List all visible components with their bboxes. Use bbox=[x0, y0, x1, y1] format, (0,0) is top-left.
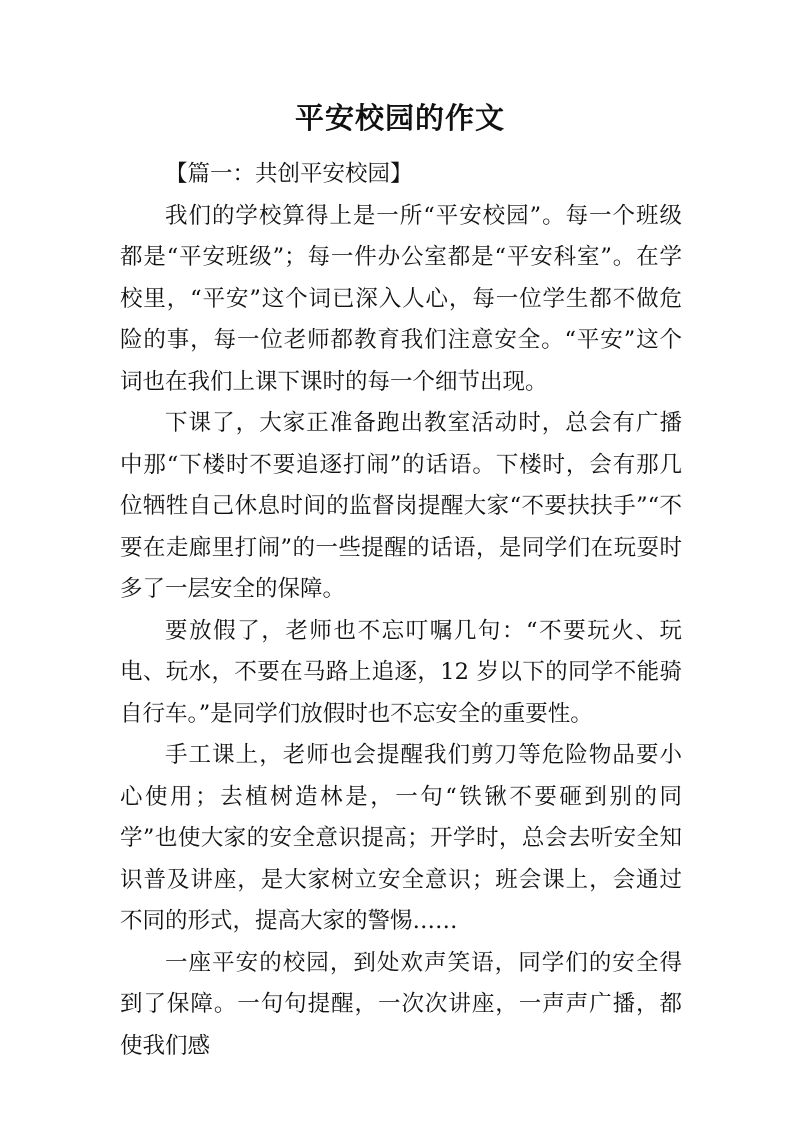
paragraph-3: 要放假了，老师也不忘叮嘱几句：“不要玩火、玩电、玩水，不要在马路上追逐，12 岁以下的同学不能骑自行车。”是同学们放假时也不忘安全的重要性。 bbox=[120, 617, 682, 727]
paragraph-1: 我们的学校算得上是一所“平安校园”。每一个班级都是“平安班级”；每一件办公室都是“平安科室”。在学校里，“平安”这个词已深入人心，每一位学生都不做危险的事，每一位老师都教育我们注意安全。“平安”这个词也在我们上课下课时的每一个细节出现。 bbox=[120, 202, 682, 395]
paragraph-5: 一座平安的校园，到处欢声笑语，同学们的安全得到了保障。一句句提醒，一次次讲座，一声声广播，都使我们感 bbox=[120, 949, 682, 1059]
section-heading: 【篇一：共创平安校园】 bbox=[165, 161, 413, 187]
paragraph-4: 手工课上，老师也会提醒我们剪刀等危险物品要小心使用；去植树造林是，一句“铁锹不要砸到别的同学”也使大家的安全意识提高；开学时，总会去听安全知识普及讲座，是大家树立安全意识；班会课上，会通过不同的形式，提高大家的警惕…… bbox=[120, 742, 682, 934]
document-body bbox=[120, 154, 682, 1067]
paragraph-2: 下课了，大家正准备跑出教室活动时，总会有广播中那“下楼时不要追逐打闹”的话语。下楼时，会有那几位牺牲自己休息时间的监督岗提醒大家“不要扶扶手”“不要在走廊里打闹”的一些提醒的话语，是同学们在玩耍时多了一层安全的保障。 bbox=[120, 410, 682, 602]
document-title: 平安校园的作文 bbox=[294, 101, 505, 135]
